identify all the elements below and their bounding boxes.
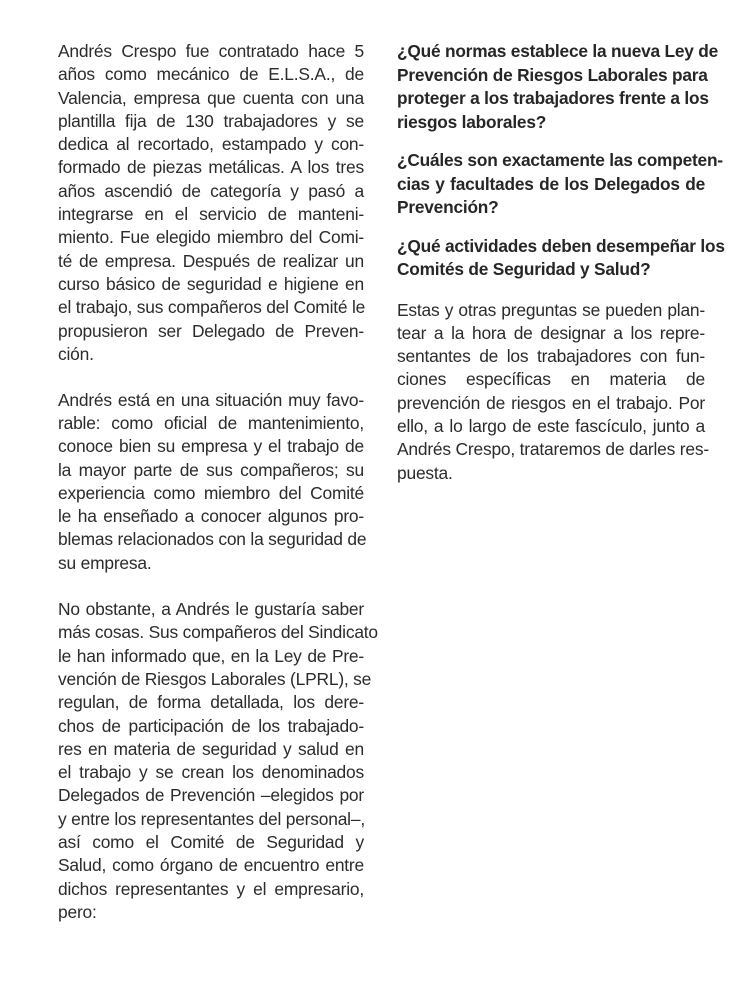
text-line: té de empresa. Después de realizar un xyxy=(58,250,364,271)
left-column xyxy=(58,40,378,924)
text-line: y entre los representantes del personal–, xyxy=(58,808,365,829)
text-line: cias y facultades de los Delegados de xyxy=(397,173,705,194)
text-line: integrarse en el servicio de manteni- xyxy=(58,204,364,225)
text-line: Andrés Crespo fue contratado hace 5 xyxy=(58,41,364,61)
text-line: rable: como oficial de mantenimiento, xyxy=(58,412,364,433)
text-line: chos de participación de los trabajado- xyxy=(58,715,364,736)
text-line: Prevención? xyxy=(397,197,499,217)
text-line: ello, a lo largo de este fascículo, junto a xyxy=(397,415,705,436)
paragraph-conclusion xyxy=(397,299,709,485)
text-line: res en materia de seguridad y salud en xyxy=(58,738,364,759)
text-line: experiencia como miembro del Comité xyxy=(58,482,364,503)
text-line: le ha enseñado a conocer algunos pro- xyxy=(58,506,364,527)
text-line: plantilla fija de 130 trabajadores y se xyxy=(58,110,364,131)
question-normas xyxy=(397,40,719,134)
text-line: Estas y otras preguntas se pueden plan- xyxy=(397,299,705,320)
text-line: le han informado que, en la Ley de Pre- xyxy=(58,645,364,666)
paragraph-contratacion xyxy=(58,40,364,366)
text-line: propusieron ser Delegado de Preven- xyxy=(58,320,364,341)
text-line: el trabajo y se crean los denominados xyxy=(58,762,364,783)
text-line: Prevención de Riesgos Laborales para xyxy=(397,64,708,85)
text-line: la mayor parte de sus compañeros; su xyxy=(58,459,364,480)
text-line: dichos representantes y el empresario, xyxy=(58,878,364,899)
text-line: prevención de riesgos en el trabajo. Por xyxy=(397,392,705,413)
paragraph-situacion xyxy=(58,389,367,575)
text-line: tear a la hora de designar a los repre- xyxy=(397,322,705,343)
text-line: blemas relacionados con la seguridad de xyxy=(58,529,367,550)
text-line: sentantes de los trabajadores con fun- xyxy=(397,346,705,367)
text-line: dedica al recortado, estampado y con- xyxy=(58,134,364,155)
text-line: ciones específicas en materia de xyxy=(397,369,705,390)
text-line: No obstante, a Andrés le gustaría saber xyxy=(58,599,364,620)
text-line: ¿Qué normas establece la nueva Ley de xyxy=(397,41,719,61)
paragraph-no-obstante xyxy=(58,598,378,924)
text-line: Andrés Crespo, trataremos de darles res- xyxy=(397,439,709,460)
text-line: años como mecánico de E.L.S.A., de xyxy=(58,64,364,85)
right-column xyxy=(397,40,725,485)
text-line: curso básico de seguridad e higiene en xyxy=(58,273,364,294)
text-line: puesta. xyxy=(397,462,453,483)
text-line: conoce bien su empresa y el trabajo de xyxy=(58,436,364,457)
text-line: miento. Fue elegido miembro del Comi- xyxy=(58,227,364,248)
text-line: Salud, como órgano de encuentro entre xyxy=(58,855,364,876)
text-line: más cosas. Sus compañeros del Sindicato xyxy=(58,622,378,643)
text-line: riesgos laborales? xyxy=(397,111,547,132)
text-line: Valencia, empresa que cuenta con una xyxy=(58,87,364,108)
text-line: ¿Cuáles son exactamente las competen- xyxy=(397,150,723,170)
text-line: proteger a los trabajadores frente a los xyxy=(397,88,709,108)
text-line: ¿Qué actividades deben desempeñar los xyxy=(397,235,725,256)
text-line: años ascendió de categoría y pasó a xyxy=(58,180,364,201)
text-line: su empresa. xyxy=(58,552,152,573)
question-competencias xyxy=(397,149,723,220)
text-line: Andrés está en una situación muy favo- xyxy=(58,389,364,410)
text-line: el trabajo, sus compañeros del Comité le xyxy=(58,297,366,318)
text-line: así como el Comité de Seguridad y xyxy=(58,832,364,852)
text-line: Delegados de Prevención –elegidos por xyxy=(58,785,364,806)
text-line: Comités de Seguridad y Salud? xyxy=(397,259,651,279)
text-line: formado de piezas metálicas. A los tres xyxy=(58,157,364,178)
text-line: regulan, de forma detallada, los dere- xyxy=(58,692,364,713)
text-line: ción. xyxy=(58,343,94,364)
text-line: pero: xyxy=(58,901,97,922)
question-actividades xyxy=(397,235,725,282)
text-line: vención de Riesgos Laborales (LPRL), se xyxy=(58,668,372,689)
